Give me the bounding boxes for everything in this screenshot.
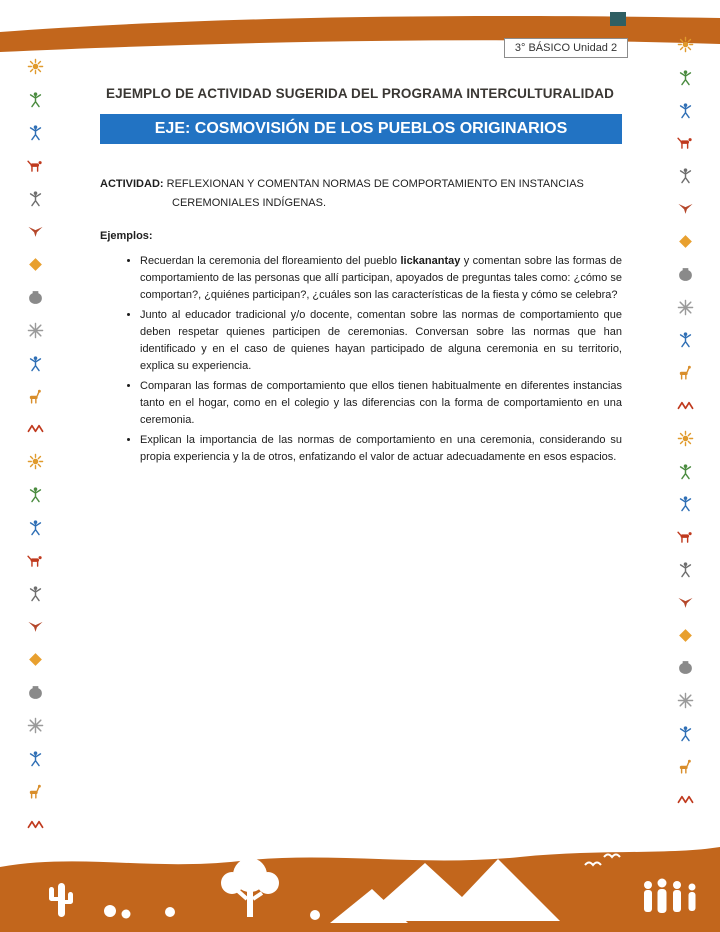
bullet-text-segment: y comentan sobre las formas de comportamiento de las personas que allí participan, apoyados de preguntas tales como: ¿cómo se comportan?, ¿quiénes participan?, ¿cuáles son las características de la fiesta y cómo se celebra? bbox=[140, 255, 622, 301]
example-bullet bbox=[140, 253, 622, 304]
bullet-text-segment: Comparan las formas de comportamiento que ellos tienen habitualmente en diferentes instancias tanto en el hogar, como en el colegio y las diferencias con la forma de comportamiento en una ceremonia. bbox=[140, 380, 622, 426]
examples-label: Ejemplos: bbox=[100, 230, 153, 242]
llama-pictogram-icon bbox=[677, 364, 694, 381]
right-pictogram-strip bbox=[672, 36, 698, 808]
pot-pictogram-icon bbox=[677, 266, 694, 283]
diamond-pictogram-icon bbox=[677, 627, 694, 644]
unit-badge-label: 3° BÁSICO Unidad 2 bbox=[514, 42, 618, 54]
page-title: EJEMPLO DE ACTIVIDAD SUGERIDA DEL PROGRAMA INTERCULTURALIDAD bbox=[106, 86, 615, 101]
activity-label: ACTIVIDAD: bbox=[100, 178, 164, 190]
person-pictogram-blue-icon bbox=[677, 495, 694, 512]
star-pictogram-icon bbox=[677, 299, 694, 316]
fox-pictogram-icon bbox=[27, 552, 44, 569]
person-pictogram-green-icon bbox=[27, 486, 44, 503]
condor-pictogram-icon bbox=[27, 223, 44, 240]
llama-pictogram-icon bbox=[677, 758, 694, 775]
bullet-text-segment: Explican la importancia de las normas de comportamiento en una ceremonia, considerando su propia experiencia y la de otros, enfatizando el valor de actuar adecuadamente en esos espacios. bbox=[140, 434, 622, 463]
zigzag-pictogram-icon bbox=[677, 791, 694, 808]
star-pictogram-icon bbox=[27, 717, 44, 734]
example-bullet bbox=[140, 432, 622, 466]
person-pictogram-green-icon bbox=[677, 69, 694, 86]
fox-pictogram-icon bbox=[677, 528, 694, 545]
footer-landscape-banner bbox=[0, 837, 720, 932]
llama-pictogram-icon bbox=[27, 783, 44, 800]
pot-pictogram-icon bbox=[27, 289, 44, 306]
activity-line bbox=[100, 175, 622, 213]
bullet-text-segment: Recuerdan la ceremonia del floreamiento del pueblo bbox=[140, 255, 401, 267]
pot-pictogram-icon bbox=[27, 684, 44, 701]
star-pictogram-icon bbox=[677, 692, 694, 709]
diamond-pictogram-icon bbox=[27, 651, 44, 668]
person-pictogram-blue2-icon bbox=[677, 725, 694, 742]
activity-text: REFLEXIONAN Y COMENTAN NORMAS DE COMPORTAMIENTO EN INSTANCIAS CEREMONIALES INDÍGENAS. bbox=[163, 178, 584, 209]
zigzag-pictogram-icon bbox=[27, 420, 44, 437]
person-pictogram-green-icon bbox=[677, 463, 694, 480]
bullet-text-segment: lickanantay bbox=[400, 255, 461, 267]
pot-pictogram-icon bbox=[677, 659, 694, 676]
sun-pictogram-icon bbox=[677, 36, 694, 53]
person-pictogram-blue-icon bbox=[27, 124, 44, 141]
person-pictogram-blue2-icon bbox=[27, 750, 44, 767]
person-pictogram-blue2-icon bbox=[677, 331, 694, 348]
header-accent-square bbox=[610, 12, 626, 26]
condor-pictogram-icon bbox=[27, 618, 44, 635]
person-pictogram-gray-icon bbox=[27, 585, 44, 602]
sun-pictogram-icon bbox=[27, 58, 44, 75]
bullet-text-segment: Junto al educador tradicional y/o docente, comentan sobre las normas de comportamiento que deben respetar quienes participen de ceremonias. Conversan sobre las normas que han identificado y en el caso de quienes hayan participado de alguna ceremonia en su territorio, explica su experiencia. bbox=[140, 309, 622, 372]
fox-pictogram-icon bbox=[27, 157, 44, 174]
example-bullet bbox=[140, 307, 622, 375]
person-pictogram-green-icon bbox=[27, 91, 44, 108]
unit-badge bbox=[504, 38, 628, 58]
condor-pictogram-icon bbox=[677, 594, 694, 611]
zigzag-pictogram-icon bbox=[27, 816, 44, 833]
sun-pictogram-icon bbox=[677, 430, 694, 447]
fox-pictogram-icon bbox=[677, 134, 694, 151]
diamond-pictogram-icon bbox=[677, 233, 694, 250]
person-pictogram-gray-icon bbox=[677, 561, 694, 578]
examples-list bbox=[100, 253, 622, 466]
person-pictogram-blue-icon bbox=[27, 519, 44, 536]
diamond-pictogram-icon bbox=[27, 256, 44, 273]
zigzag-pictogram-icon bbox=[677, 397, 694, 414]
llama-pictogram-icon bbox=[27, 388, 44, 405]
star-pictogram-icon bbox=[27, 322, 44, 339]
left-pictogram-strip bbox=[22, 58, 48, 833]
eje-banner bbox=[100, 114, 622, 144]
condor-pictogram-icon bbox=[677, 200, 694, 217]
person-pictogram-gray-icon bbox=[27, 190, 44, 207]
person-pictogram-gray-icon bbox=[677, 167, 694, 184]
person-pictogram-blue2-icon bbox=[27, 355, 44, 372]
eje-banner-label: EJE: COSMOVISIÓN DE LOS PUEBLOS ORIGINARIOS bbox=[154, 120, 568, 137]
example-bullet bbox=[140, 378, 622, 429]
main-content bbox=[100, 86, 622, 469]
sun-pictogram-icon bbox=[27, 453, 44, 470]
person-pictogram-blue-icon bbox=[677, 102, 694, 119]
